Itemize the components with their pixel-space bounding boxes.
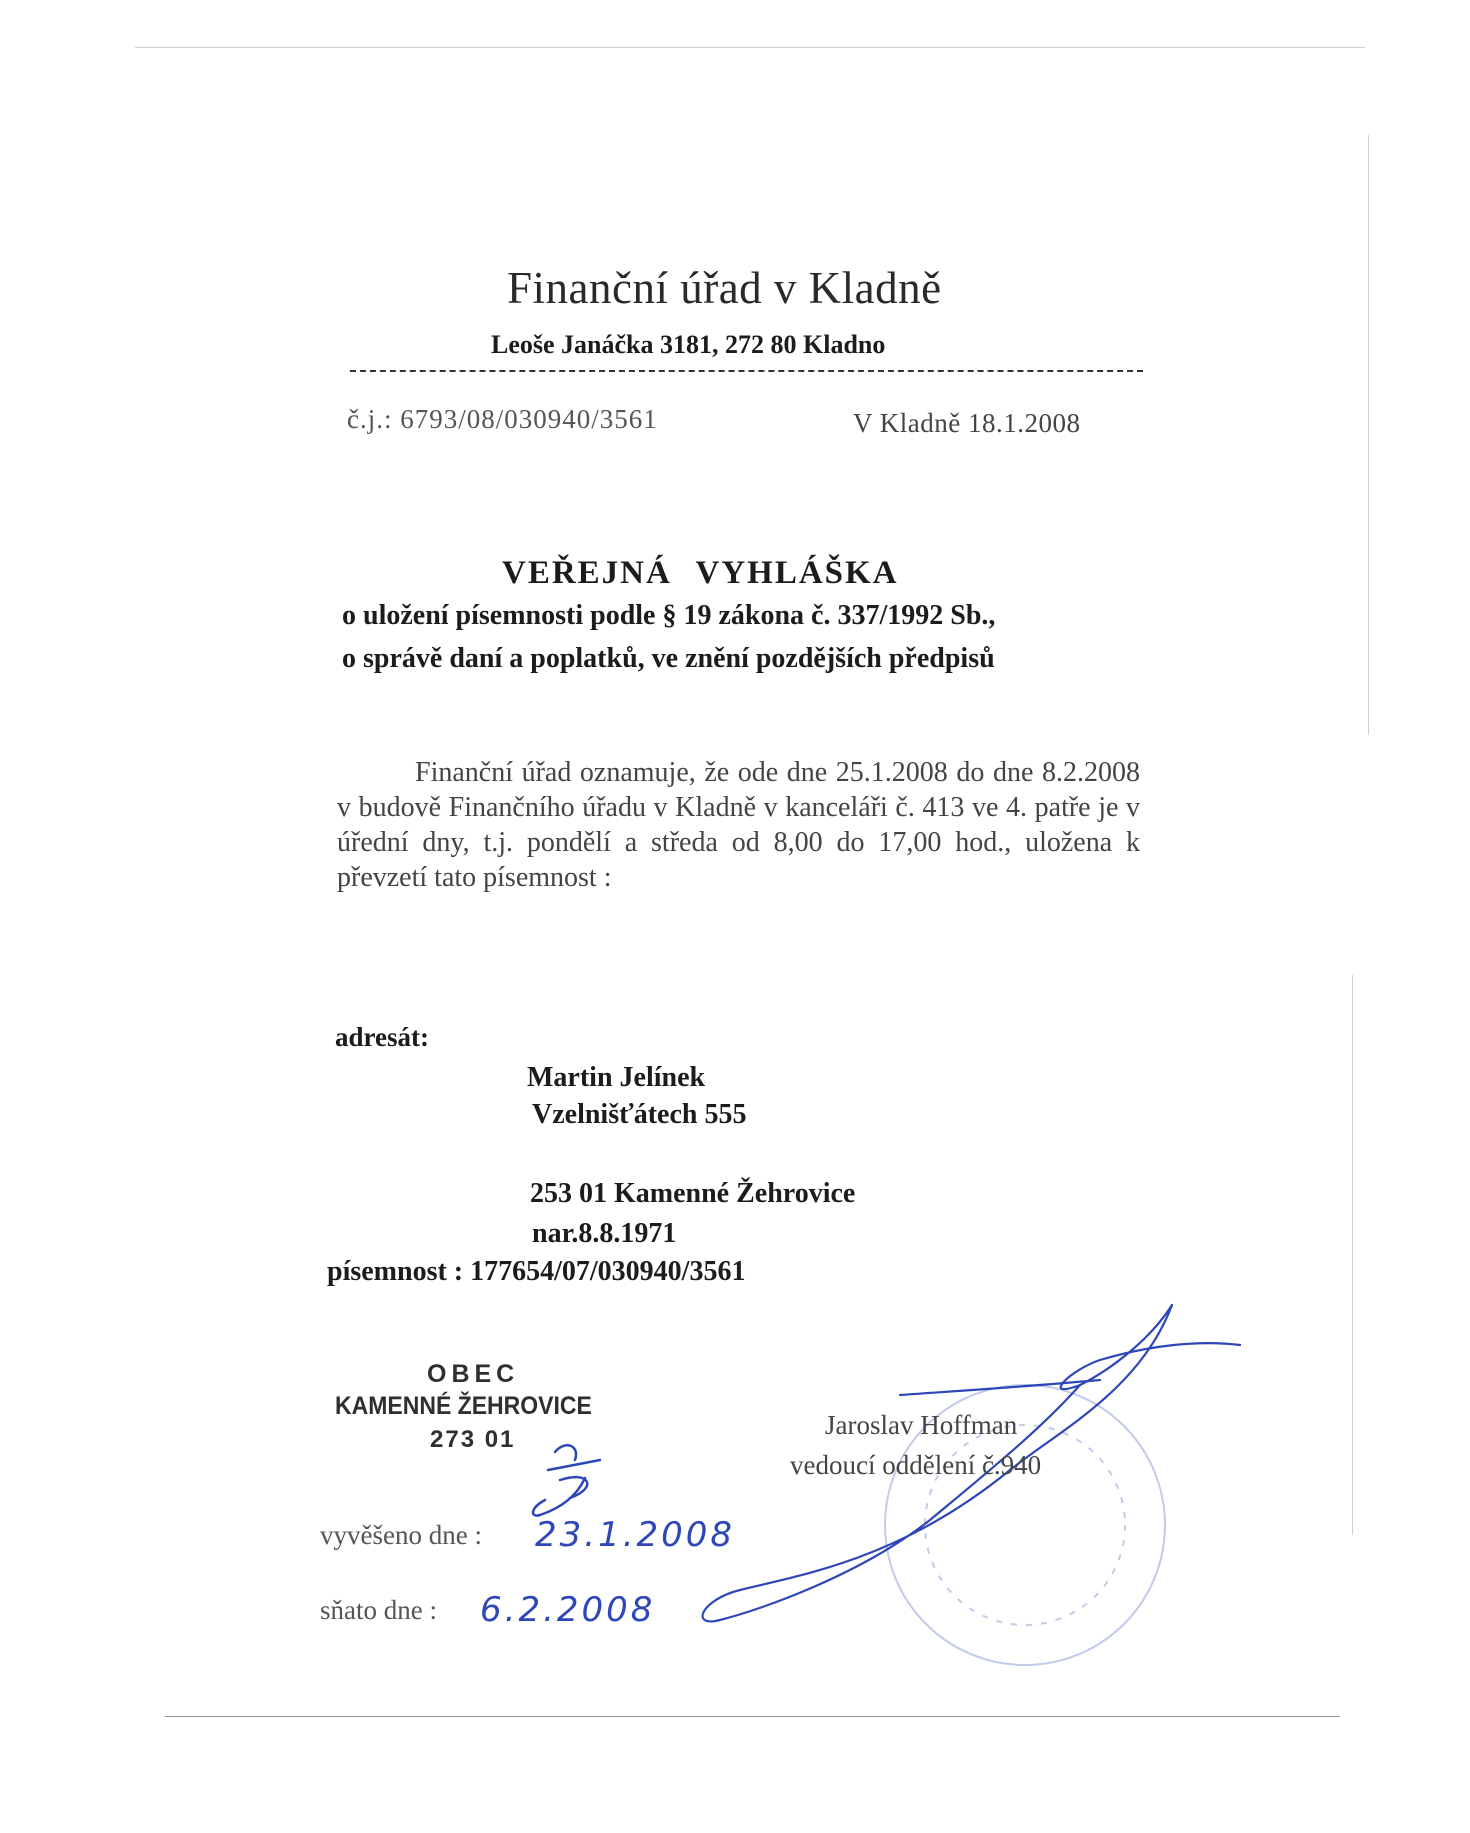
signer-name: Jaroslav Hoffman	[825, 1410, 1018, 1440]
stamp-line3: 273 01	[430, 1426, 516, 1453]
addressee-street: Vzelnišťátech 555	[532, 1099, 747, 1130]
addressee-name: Martin Jelínek	[527, 1062, 706, 1093]
stamp-initials-mark	[533, 1445, 600, 1515]
addressee-city: 253 01 Kamenné Žehrovice	[530, 1178, 856, 1209]
addressee-birth: nar.8.8.1971	[532, 1218, 677, 1249]
signer-role: vedoucí oddělení č.940	[790, 1450, 1042, 1480]
stamp-line1: OBEC	[427, 1360, 520, 1388]
notice-subtitle-line1: o uložení písemnosti podle § 19 zákona č. 337/1992 Sb.,	[342, 600, 996, 631]
document-number: písemnost : 177654/07/030940/3561	[327, 1256, 746, 1287]
notice-body: Finanční úřad oznamuje, že ode dne 25.1.2008 do dne 8.2.2008 v budově Finančního úřadu v Kladně v kanceláři č. 413 ve 4. patře je v úřední dny, t.j. pondělí a středa od 8,00 do 17,00 hod., uložena k převzetí tato písemnost :	[337, 757, 1140, 893]
place-date: V Kladně 18.1.2008	[853, 408, 1081, 438]
office-address: Leoše Janáčka 3181, 272 80 Kladno	[491, 330, 886, 359]
addressee-label: adresát:	[335, 1022, 429, 1052]
stamp-line2: KAMENNÉ ŽEHROVICE	[335, 1392, 592, 1420]
reference-number: č.j.: 6793/08/030940/3561	[347, 404, 658, 434]
notice-subtitle-line2: o správě daní a poplatků, ve znění pozdějších předpisů	[342, 643, 995, 674]
office-name: Finanční úřad v Kladně	[507, 263, 942, 313]
posted-label: vyvěšeno dne :	[320, 1520, 482, 1550]
posted-date-handwritten: 23.1.2008	[535, 1515, 736, 1555]
notice-title: VEŘEJNÁ VYHLÁŠKA	[502, 555, 899, 591]
removed-date-handwritten: 6.2.2008	[480, 1590, 656, 1630]
removed-label: sňato dne :	[320, 1595, 437, 1625]
